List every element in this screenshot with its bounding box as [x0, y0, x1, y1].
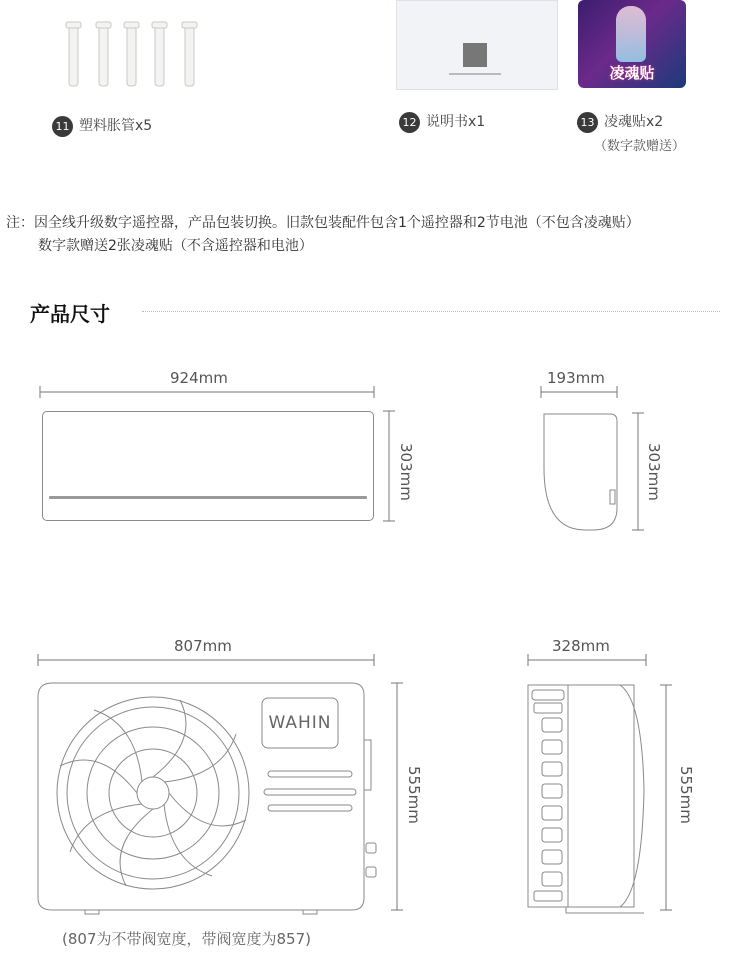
- number-badge: 13: [577, 112, 598, 133]
- indoor-unit-front: [42, 411, 374, 521]
- accessory-label: 塑料胀管x5: [79, 118, 153, 134]
- note-line-1: 注：因全线升级数字遥控器，产品包装切换。旧款包装配件包含1个遥控器和2节电池（不包含凌魂贴）: [6, 215, 640, 231]
- sticker-image: [578, 0, 686, 88]
- section-title: 产品尺寸: [30, 302, 110, 326]
- outdoor-side-height-line: [0, 0, 1, 1]
- outdoor-front-width-label: 807mm: [174, 637, 232, 655]
- section-divider: [142, 311, 720, 312]
- anime-figure-icon: [616, 6, 646, 62]
- indoor-side-depth-label: 193mm: [547, 369, 605, 387]
- indoor-air-outlet: [49, 496, 367, 499]
- indoor-side-height-label: 303mm: [645, 443, 663, 501]
- outdoor-side-depth-label: 328mm: [552, 637, 610, 655]
- wall-plugs-image: [58, 18, 208, 98]
- sticker-logo: 凌魂贴: [609, 64, 655, 82]
- note-line-2: 数字款赠送2张凌魂贴（不含遥控器和电池）: [38, 238, 313, 254]
- accessory-label: 凌魂贴x2: [604, 114, 664, 130]
- qr-code-icon: [463, 43, 487, 67]
- accessory-sticker-sub: （数字款赠送）: [594, 139, 686, 154]
- number-badge: 12: [399, 112, 420, 133]
- outdoor-side-height-label: 555mm: [677, 766, 695, 824]
- brand-logo: WAHIN: [268, 713, 332, 733]
- footnote: (807为不带阀宽度，带阀宽度为857): [62, 930, 311, 948]
- number-badge: 11: [52, 116, 73, 137]
- accessory-sticker: [577, 111, 663, 133]
- accessory-plugs: [52, 115, 152, 137]
- indoor-front-width-label: 924mm: [170, 369, 228, 387]
- outdoor-front-height-label: 555mm: [405, 766, 423, 824]
- accessory-manual: [399, 111, 485, 133]
- indoor-front-height-label: 303mm: [397, 443, 415, 501]
- accessory-label: 说明书x1: [426, 114, 486, 130]
- manual-image: [396, 0, 558, 90]
